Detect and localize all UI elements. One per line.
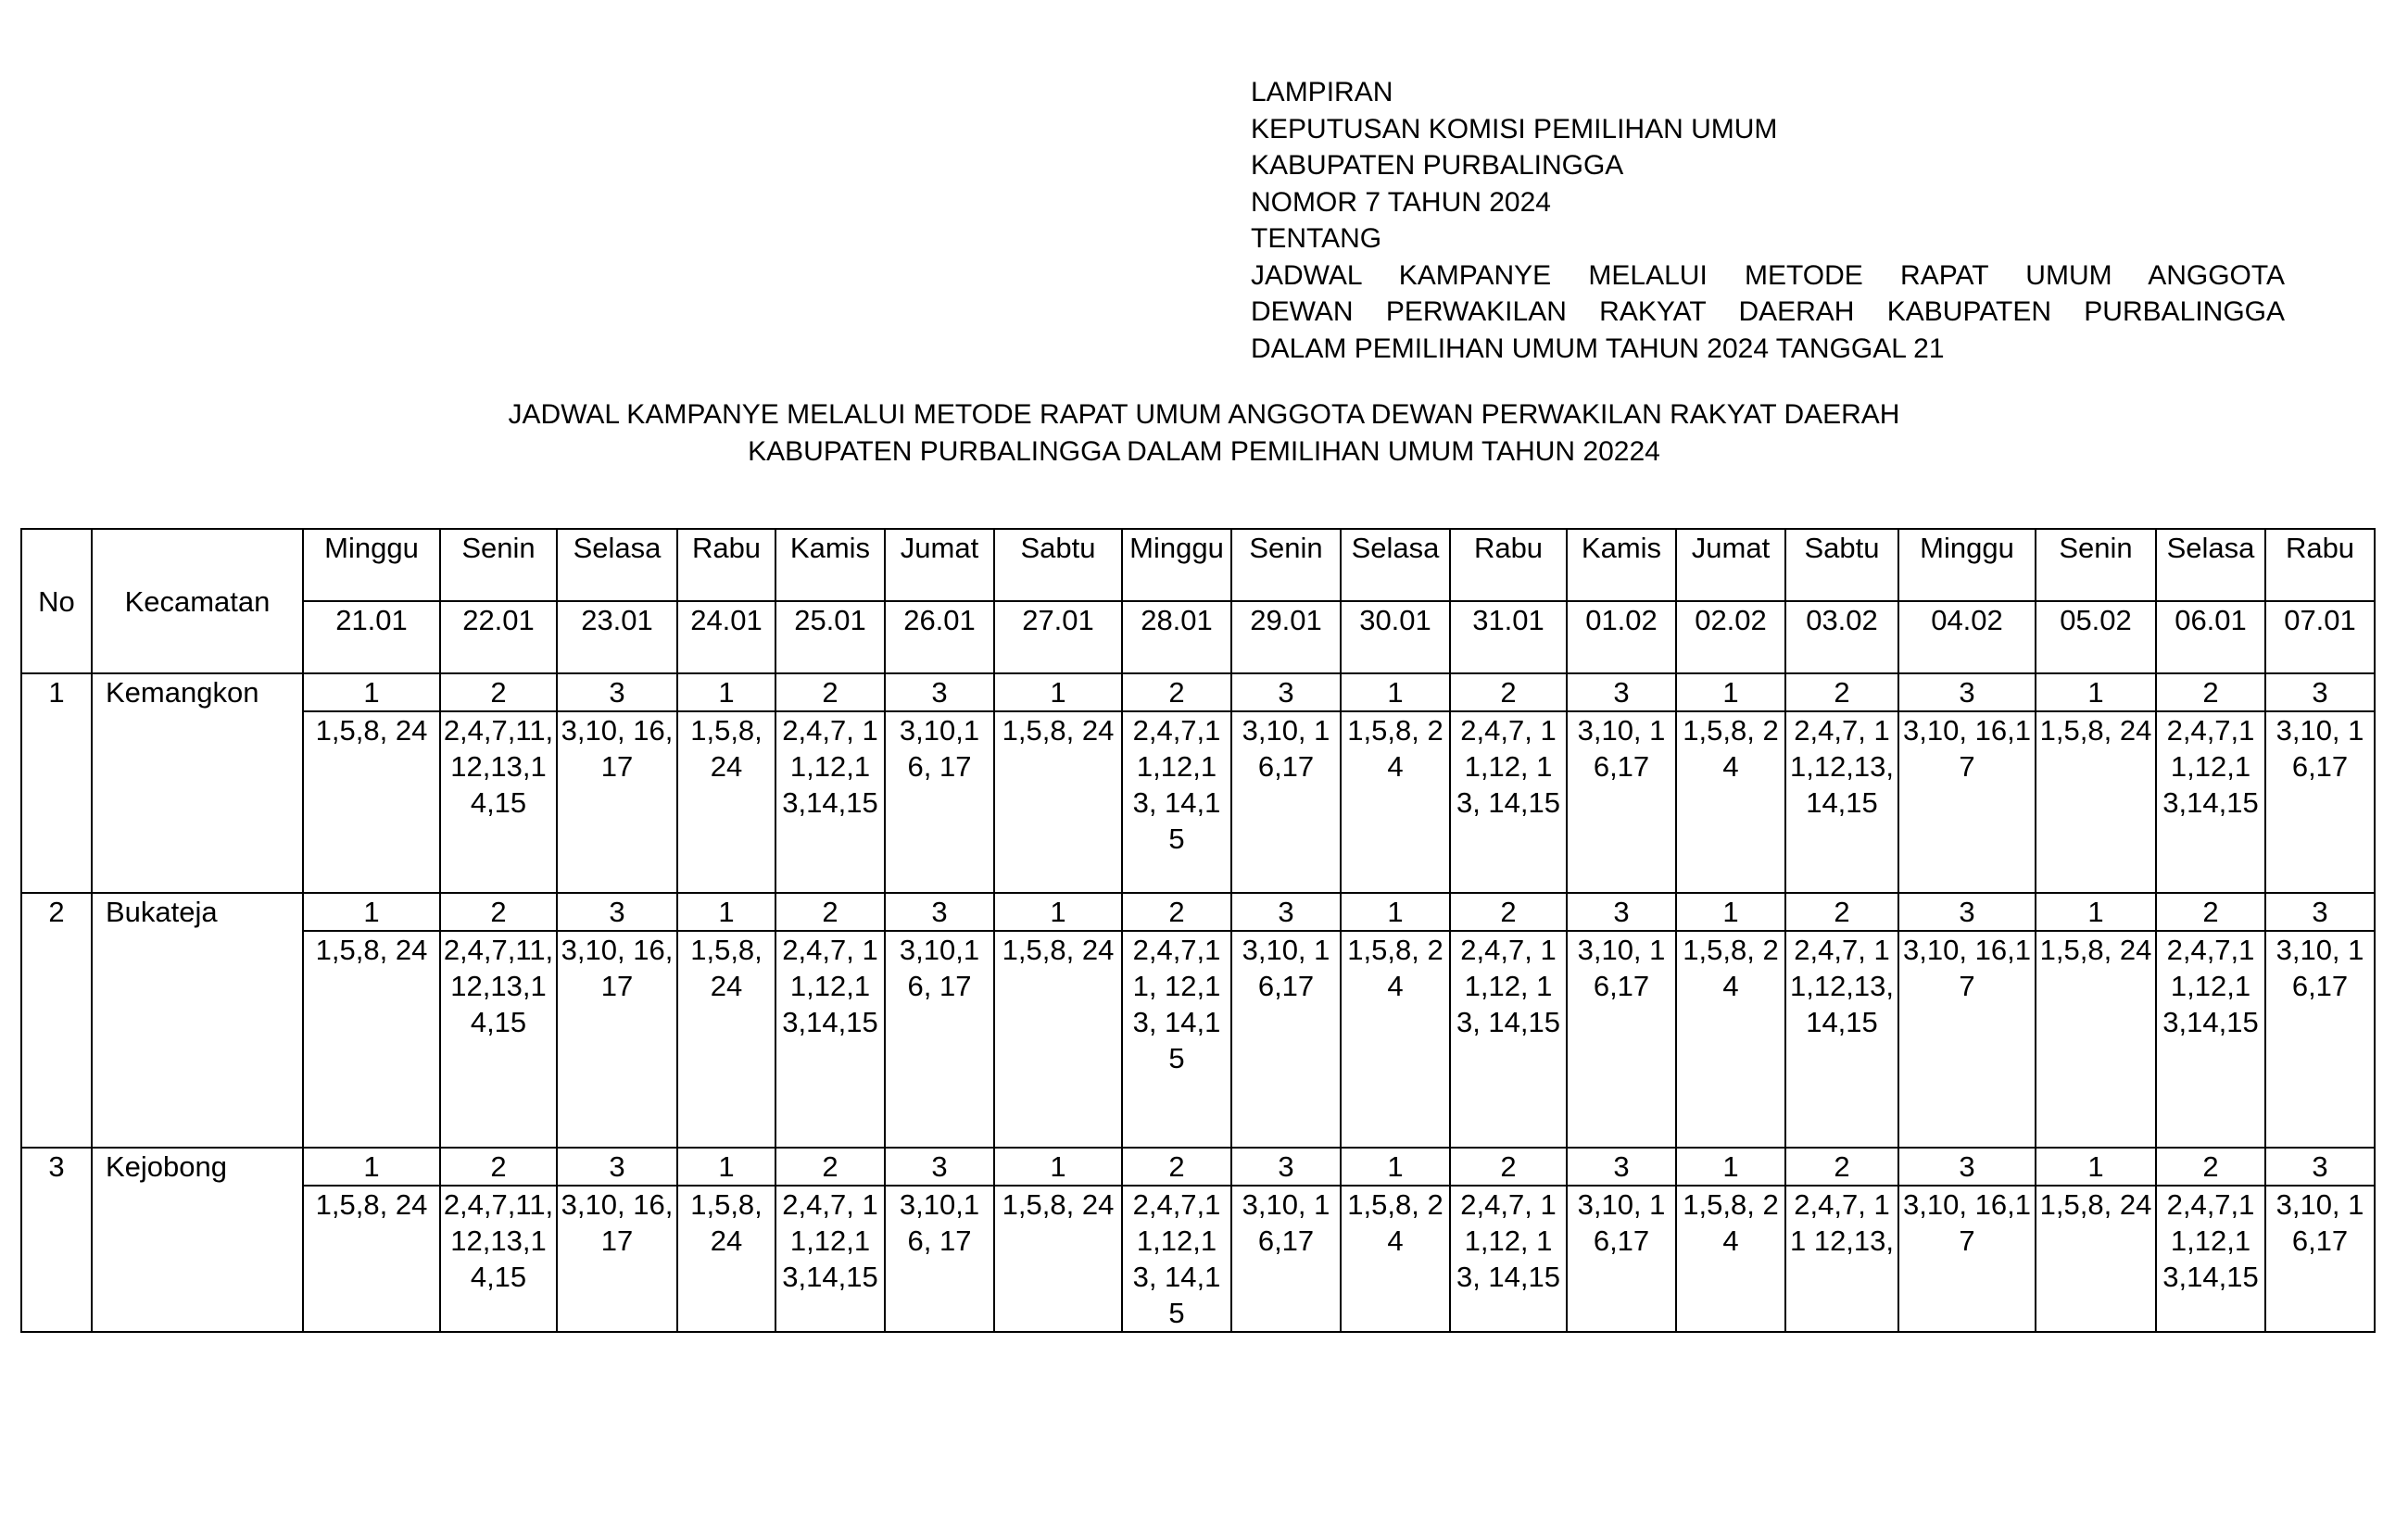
party-cell: 3,10,16, 17 [885,711,994,893]
header-day: Selasa [2156,529,2265,601]
header-day: Selasa [557,529,677,601]
zone-cell: 3 [557,673,677,711]
party-cell: 1,5,8, 24 [677,711,775,893]
party-cell: 1,5,8, 24 [303,711,440,893]
header-date: 29.01 [1231,601,1341,673]
zone-cell: 2 [775,893,885,931]
party-cell: 2,4,7, 11,12,13, 14,15 [1785,711,1898,893]
header-date: 24.01 [677,601,775,673]
header-date: 03.02 [1785,601,1898,673]
header-no: No [21,529,92,673]
lampiran-line: NOMOR 7 TAHUN 2024 [1251,186,1551,218]
party-cell: 3,10, 16,17 [2265,711,2375,893]
title-line-1: JADWAL KAMPANYE MELALUI METODE RAPAT UMUM ANGGOTA DEWAN PERWAKILAN RAKYAT DAERAH [508,399,1900,430]
row-number: 2 [21,893,92,1148]
zone-cell: 2 [2156,673,2265,711]
header-date: 04.02 [1898,601,2036,673]
party-cell: 3,10, 16,17 [2265,1186,2375,1332]
zone-cell: 3 [1567,1148,1676,1186]
zone-cell: 1 [1341,893,1450,931]
zone-cell: 3 [885,893,994,931]
party-cell: 1,5,8, 24 [1676,931,1785,1148]
zone-cell: 3 [1567,673,1676,711]
header-date: 01.02 [1567,601,1676,673]
party-cell: 1,5,8, 24 [1341,931,1450,1148]
lampiran-line: DALAM PEMILIHAN UMUM TAHUN 2024 TANGGAL 21 [1251,333,1945,364]
header-date: 07.01 [2265,601,2375,673]
header-day: Kamis [775,529,885,601]
zone-cell: 1 [2036,1148,2156,1186]
party-cell: 2,4,7,11,12,13,14,15 [2156,711,2265,893]
zone-cell: 1 [1676,1148,1785,1186]
zone-cell: 1 [303,673,440,711]
party-cell: 2,4,7, 11,12,13,14,15 [775,931,885,1148]
schedule-table [20,528,2376,1333]
header-day: Minggu [1122,529,1231,601]
party-cell: 3,10, 16,17 [1231,711,1341,893]
zone-cell: 2 [1122,673,1231,711]
party-cell: 3,10, 16,17 [557,1186,677,1332]
zone-cell: 1 [994,893,1122,931]
party-cell: 1,5,8, 24 [2036,711,2156,893]
zone-cell: 3 [557,1148,677,1186]
zone-cell: 2 [440,893,557,931]
party-cell: 1,5,8, 24 [1341,1186,1450,1332]
lampiran-line: LAMPIRAN [1251,77,1393,107]
party-cell: 1,5,8, 24 [2036,931,2156,1148]
header-date: 21.01 [303,601,440,673]
zone-cell: 1 [994,1148,1122,1186]
party-cell: 2,4,7,11,12,13, 14,15 [1122,711,1231,893]
zone-cell: 3 [2265,893,2375,931]
header-row-days [21,529,2375,601]
zone-cell: 3 [1898,893,2036,931]
party-cell: 1,5,8, 24 [994,931,1122,1148]
party-cell: 3,10, 16,17 [1898,931,2036,1148]
header-date: 31.01 [1450,601,1567,673]
header-date: 28.01 [1122,601,1231,673]
header-date: 30.01 [1341,601,1450,673]
zone-cell: 1 [303,1148,440,1186]
party-cell: 2,4,7, 11,12,13, 14,15 [1785,931,1898,1148]
party-cell: 2,4,7,11,12,13,14,15 [440,1186,557,1332]
header-date: 23.01 [557,601,677,673]
zone-cell: 3 [2265,673,2375,711]
header-day: Sabtu [1785,529,1898,601]
zone-cell: 1 [1676,673,1785,711]
zone-cell: 1 [1341,1148,1450,1186]
zone-cell: 2 [1122,1148,1231,1186]
zone-cell: 1 [2036,673,2156,711]
party-cell: 1,5,8, 24 [1676,1186,1785,1332]
party-cell: 3,10, 16,17 [557,711,677,893]
zone-cell: 1 [303,893,440,931]
party-cell: 1,5,8, 24 [303,1186,440,1332]
zone-cell: 3 [557,893,677,931]
zone-cell: 1 [677,1148,775,1186]
zone-cell: 3 [1898,1148,2036,1186]
header-day: Selasa [1341,529,1450,601]
zone-cell: 1 [677,673,775,711]
header-day: Sabtu [994,529,1122,601]
party-cell: 2,4,7, 11,12, 13, 14,15 [1450,931,1567,1148]
party-cell: 3,10,16, 17 [885,931,994,1148]
zone-cell: 2 [1450,893,1567,931]
header-day: Rabu [2265,529,2375,601]
header-day: Senin [1231,529,1341,601]
party-cell: 1,5,8, 24 [677,1186,775,1332]
header-day: Rabu [1450,529,1567,601]
row-kecamatan: Kemangkon [92,673,303,893]
party-cell: 3,10, 16,17 [1231,931,1341,1148]
party-cell: 2,4,7,11,12,13, 14,15 [1122,1186,1231,1332]
party-cell: 1,5,8, 24 [2036,1186,2156,1332]
table-row [21,1186,2375,1332]
zone-cell: 2 [1450,673,1567,711]
party-cell: 3,10, 16,17 [1231,1186,1341,1332]
header-kecamatan: Kecamatan [92,529,303,673]
zone-cell: 2 [775,673,885,711]
zone-cell: 2 [1122,893,1231,931]
table-row [21,893,2375,931]
row-number: 3 [21,1148,92,1332]
party-cell: 3,10, 16,17 [1567,711,1676,893]
zone-cell: 2 [1785,1148,1898,1186]
table-row [21,711,2375,893]
zone-cell: 2 [2156,1148,2265,1186]
party-cell: 2,4,7, 11,12, 13, 14,15 [1450,711,1567,893]
table-row [21,673,2375,711]
zone-cell: 3 [1231,1148,1341,1186]
row-kecamatan: Bukateja [92,893,303,1148]
party-cell: 2,4,7, 11,12,13,14,15 [775,711,885,893]
header-day: Minggu [303,529,440,601]
zone-cell: 3 [2265,1148,2375,1186]
zone-cell: 2 [1785,893,1898,931]
header-date: 02.02 [1676,601,1785,673]
zone-cell: 1 [1341,673,1450,711]
zone-cell: 1 [677,893,775,931]
zone-cell: 3 [1231,893,1341,931]
title-line-2: KABUPATEN PURBALINGGA DALAM PEMILIHAN UMUM TAHUN 20224 [748,436,1660,467]
header-date: 06.01 [2156,601,2265,673]
zone-cell: 2 [440,1148,557,1186]
header-day: Jumat [1676,529,1785,601]
table-row [21,931,2375,1148]
header-date: 22.01 [440,601,557,673]
zone-cell: 2 [2156,893,2265,931]
party-cell: 3,10, 16,17 [1567,931,1676,1148]
zone-cell: 3 [885,673,994,711]
header-date: 27.01 [994,601,1122,673]
zone-cell: 2 [1785,673,1898,711]
header-date: 25.01 [775,601,885,673]
party-cell: 3,10, 16,17 [2265,931,2375,1148]
party-cell: 3,10, 16,17 [1898,711,2036,893]
row-kecamatan: Kejobong [92,1148,303,1332]
header-day: Jumat [885,529,994,601]
party-cell: 2,4,7, 11,12,13,14,15 [775,1186,885,1332]
party-cell: 1,5,8, 24 [1341,711,1450,893]
header-date: 05.02 [2036,601,2156,673]
zone-cell: 1 [994,673,1122,711]
party-cell: 2,4,7, 11,12, 13, 14,15 [1450,1186,1567,1332]
party-cell: 3,10, 16,17 [557,931,677,1148]
party-cell: 3,10,16, 17 [885,1186,994,1332]
zone-cell: 3 [1898,673,2036,711]
party-cell: 1,5,8, 24 [677,931,775,1148]
lampiran-line: KEPUTUSAN KOMISI PEMILIHAN UMUM [1251,113,1778,144]
header-day: Senin [2036,529,2156,601]
lampiran-block [1251,74,2285,367]
header-day: Senin [440,529,557,601]
party-cell: 3,10, 16,17 [1898,1186,2036,1332]
header-day: Rabu [677,529,775,601]
party-cell: 2,4,7,11,12,13,14,15 [2156,931,2265,1148]
header-day: Minggu [1898,529,2036,601]
row-number: 1 [21,673,92,893]
table-row [21,1148,2375,1186]
header-day: Kamis [1567,529,1676,601]
document-title [0,396,2408,471]
party-cell: 2,4,7,11, 12,13, 14,15 [1122,931,1231,1148]
lampiran-line: KABUPATEN PURBALINGGA [1251,150,1624,181]
lampiran-line: DEWAN PERWAKILAN RAKYAT DAERAH KABUPATEN PURBALINGGA [1251,296,2285,327]
party-cell: 2,4,7,11,12,13,14,15 [440,711,557,893]
zone-cell: 3 [1231,673,1341,711]
header-date: 26.01 [885,601,994,673]
zone-cell: 3 [1567,893,1676,931]
party-cell: 1,5,8, 24 [994,1186,1122,1332]
party-cell: 3,10, 16,17 [1567,1186,1676,1332]
header-row-dates [21,601,2375,673]
zone-cell: 2 [440,673,557,711]
zone-cell: 2 [1450,1148,1567,1186]
party-cell: 2,4,7,11,12,13,14,15 [440,931,557,1148]
party-cell: 1,5,8, 24 [1676,711,1785,893]
zone-cell: 3 [885,1148,994,1186]
lampiran-line: JADWAL KAMPANYE MELALUI METODE RAPAT UMUM ANGGOTA [1251,259,2285,291]
lampiran-line: TENTANG [1251,223,1382,254]
party-cell: 2,4,7,11,12,13,14,15 [2156,1186,2265,1332]
zone-cell: 1 [2036,893,2156,931]
zone-cell: 2 [775,1148,885,1186]
party-cell: 1,5,8, 24 [994,711,1122,893]
party-cell: 2,4,7, 11 12,13, [1785,1186,1898,1332]
party-cell: 1,5,8, 24 [303,931,440,1148]
zone-cell: 1 [1676,893,1785,931]
